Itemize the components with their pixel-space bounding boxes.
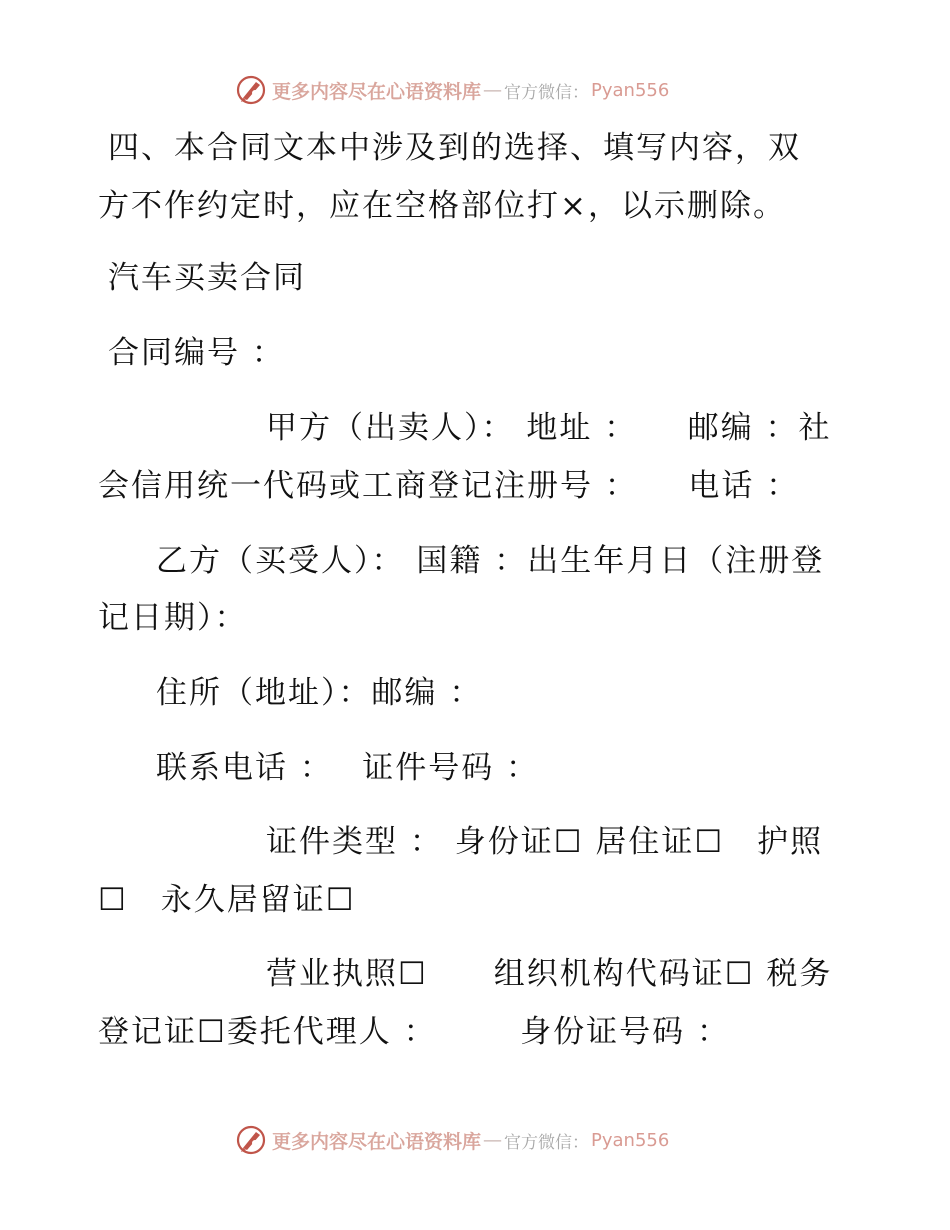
text-line: 登记证☐委托代理人 ： 身份证号码 ： (98, 1014, 730, 1050)
text-line: 乙方（买受人）： 国籍 ：出生年月日（注册登 (156, 543, 825, 579)
pen-logo-icon (234, 1123, 268, 1157)
text-line: ☐ 永久居留证☐ (98, 882, 356, 918)
watermark-wechat-id: Pyan556 (591, 79, 670, 101)
text-line: 方不作约定时，应在空格部位打×，以示删除。 (98, 188, 786, 224)
text-line: 甲方（出卖人）： 地址 ： 邮编 ：社 (266, 410, 832, 446)
watermark-brand: 更多内容尽在心语资料库 (272, 1130, 482, 1153)
watermark-brand: 更多内容尽在心语资料库 (272, 80, 482, 103)
watermark-wechat-label: 官方微信： (504, 1132, 590, 1153)
text-line: 记日期）： (98, 600, 248, 636)
text-line: 营业执照☐ 组织机构代码证☐ 税务 (266, 956, 833, 992)
text-line: 证件类型 ： 身份证☐ 居住证☐ 护照 (266, 824, 824, 860)
text-line: 住所（地址）：邮编 ： (156, 675, 483, 711)
watermark-wechat-label: 官方微信： (504, 82, 590, 103)
pen-logo-icon (234, 73, 268, 107)
watermark-dash: — (483, 1129, 503, 1151)
text-line: 四、本合同文本中涉及到的选择、填写内容，双 (108, 130, 801, 166)
watermark-dash: — (483, 79, 503, 101)
watermark-wechat-id: Pyan556 (591, 1129, 670, 1151)
text-line: 联系电话 ： 证件号码 ： (156, 750, 540, 786)
watermark-footer (234, 1122, 669, 1158)
contract-title: 汽车买卖合同 (108, 260, 306, 296)
contract-number-label: 合同编号 ： (108, 335, 285, 371)
watermark-header (234, 72, 669, 108)
text-line: 会信用统一代码或工商登记注册号 ： 电话 ： (98, 468, 800, 504)
